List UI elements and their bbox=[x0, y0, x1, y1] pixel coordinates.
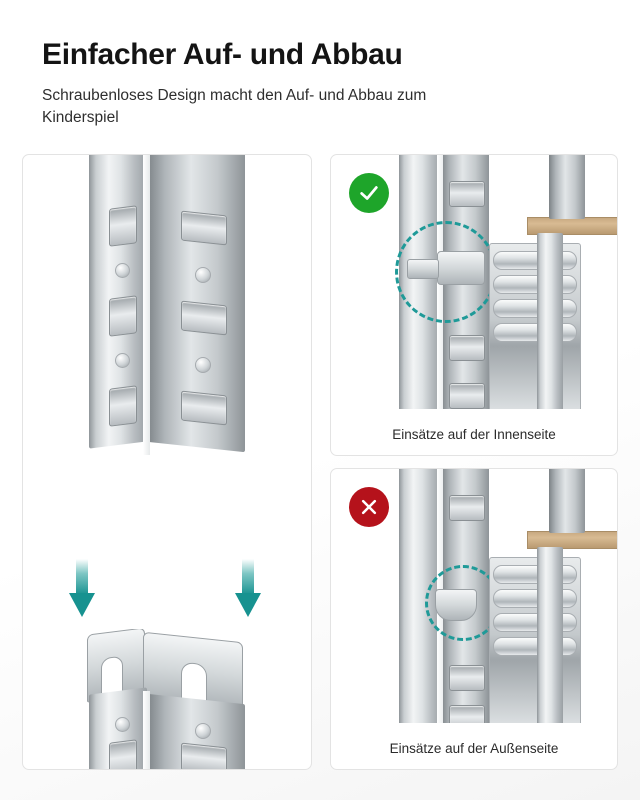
header bbox=[42, 38, 600, 129]
panel-inner-inserts bbox=[330, 154, 618, 456]
post-slot bbox=[109, 385, 137, 426]
post-edge-highlight bbox=[143, 155, 150, 455]
post-edge-highlight bbox=[143, 691, 150, 770]
post-top-group bbox=[23, 155, 312, 455]
rear-post bbox=[549, 155, 585, 219]
post-hole bbox=[115, 353, 130, 368]
tube bbox=[493, 637, 577, 656]
post-hole bbox=[195, 267, 211, 283]
tube bbox=[493, 589, 577, 608]
rear-post bbox=[549, 469, 585, 533]
page-title: Einfacher Auf- und Abbau bbox=[42, 38, 403, 71]
post-slot bbox=[109, 295, 137, 336]
post-slot bbox=[181, 391, 227, 426]
post-slot bbox=[449, 383, 485, 409]
tube bbox=[493, 299, 577, 318]
post-hole bbox=[115, 263, 130, 278]
panel-outer-inserts bbox=[330, 468, 618, 770]
panel-caption-outer: Einsätze auf der Außenseite bbox=[389, 741, 559, 756]
post-hole bbox=[195, 723, 211, 739]
tube bbox=[493, 565, 577, 584]
spacer bbox=[23, 769, 312, 770]
down-arrow-icon bbox=[69, 559, 95, 617]
page-subtitle: Schraubenloses Design macht den Auf- und Abbau zum Kinderspiel bbox=[42, 86, 427, 126]
panel-assembly bbox=[22, 154, 312, 770]
post-hole bbox=[195, 357, 211, 373]
post-slot bbox=[181, 301, 227, 336]
post-slot bbox=[449, 495, 485, 521]
rear-post-lower bbox=[537, 233, 563, 409]
post-slot bbox=[109, 739, 137, 770]
post-slot bbox=[449, 705, 485, 723]
post-hole bbox=[115, 717, 130, 732]
down-arrow-icon bbox=[235, 559, 261, 617]
tube bbox=[493, 323, 577, 342]
tube bbox=[493, 613, 577, 632]
post-slot bbox=[449, 335, 485, 361]
rear-post-lower bbox=[537, 547, 563, 723]
cross-icon bbox=[349, 487, 389, 527]
post-slot bbox=[449, 665, 485, 691]
post-bottom-group bbox=[23, 629, 312, 770]
highlight-circle bbox=[395, 221, 497, 323]
post-slot bbox=[181, 211, 227, 246]
post-slot bbox=[181, 743, 227, 770]
post-slot bbox=[449, 181, 485, 207]
tube bbox=[493, 275, 577, 294]
post-slot bbox=[109, 205, 137, 246]
tube bbox=[493, 251, 577, 270]
check-icon bbox=[349, 173, 389, 213]
panel-caption-inner: Einsätze auf der Innenseite bbox=[392, 427, 556, 442]
